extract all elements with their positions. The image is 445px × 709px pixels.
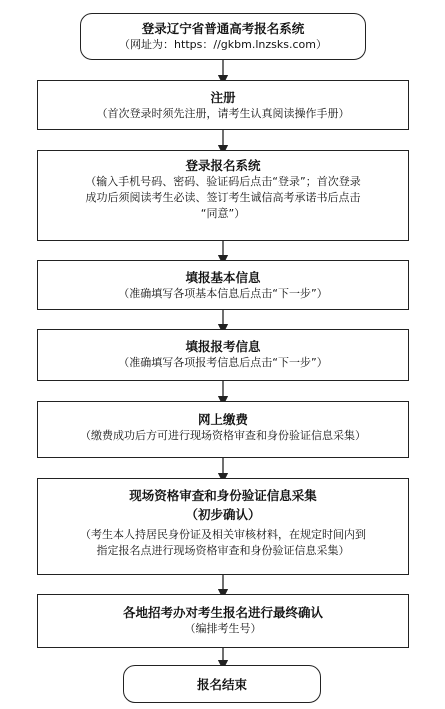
step-online-payment <box>37 401 409 458</box>
step-final-confirmation <box>37 594 409 648</box>
step-note: （首次登录时须先注册，请考生认真阅读操作手册） <box>96 107 350 120</box>
step-title: 注册 <box>210 90 236 105</box>
step-application-info <box>37 329 409 381</box>
step-subtitle: （初步确认） <box>185 507 261 522</box>
step-note: （编排考生号） <box>184 622 262 635</box>
step-login-portal <box>80 13 366 60</box>
step-note: （缴费成功后方可进行现场资格审查和身份验证信息采集） <box>80 429 366 442</box>
step-title: 填报报考信息 <box>185 339 261 354</box>
step-end <box>123 665 321 703</box>
step-title: 登录报名系统 <box>185 158 261 173</box>
step-note: （准确填写各项基本信息后点击“下一步”） <box>118 287 328 300</box>
step-note: （输入手机号码、密码、验证码后点击“登录”；首次登录 成功后须阅读考生必读、签订考生诚信高考承诺书后点击 “同意”） <box>85 175 361 220</box>
step-note: （考生本人持居民身份证及相关审核材料，在规定时间内到 指定报名点进行现场资格审查和身份验证信息采集） <box>80 528 366 557</box>
step-title: 登录辽宁省普通高考报名系统 <box>141 21 305 36</box>
step-title: 各地招考办对考生报名进行最终确认 <box>122 605 323 620</box>
step-title: 填报基本信息 <box>185 270 261 285</box>
step-register <box>37 80 409 130</box>
step-note: （网址为：https：//gkbm.lnzsks.com） <box>119 38 327 51</box>
step-note: （准确填写各项报考信息后点击“下一步”） <box>118 356 328 369</box>
step-login-system <box>37 150 409 241</box>
step-title: 现场资格审查和身份验证信息采集 <box>129 488 317 503</box>
step-title: 网上缴费 <box>197 412 248 427</box>
step-title: 报名结束 <box>196 677 247 692</box>
step-basic-info <box>37 260 409 310</box>
step-onsite-review <box>37 478 409 575</box>
